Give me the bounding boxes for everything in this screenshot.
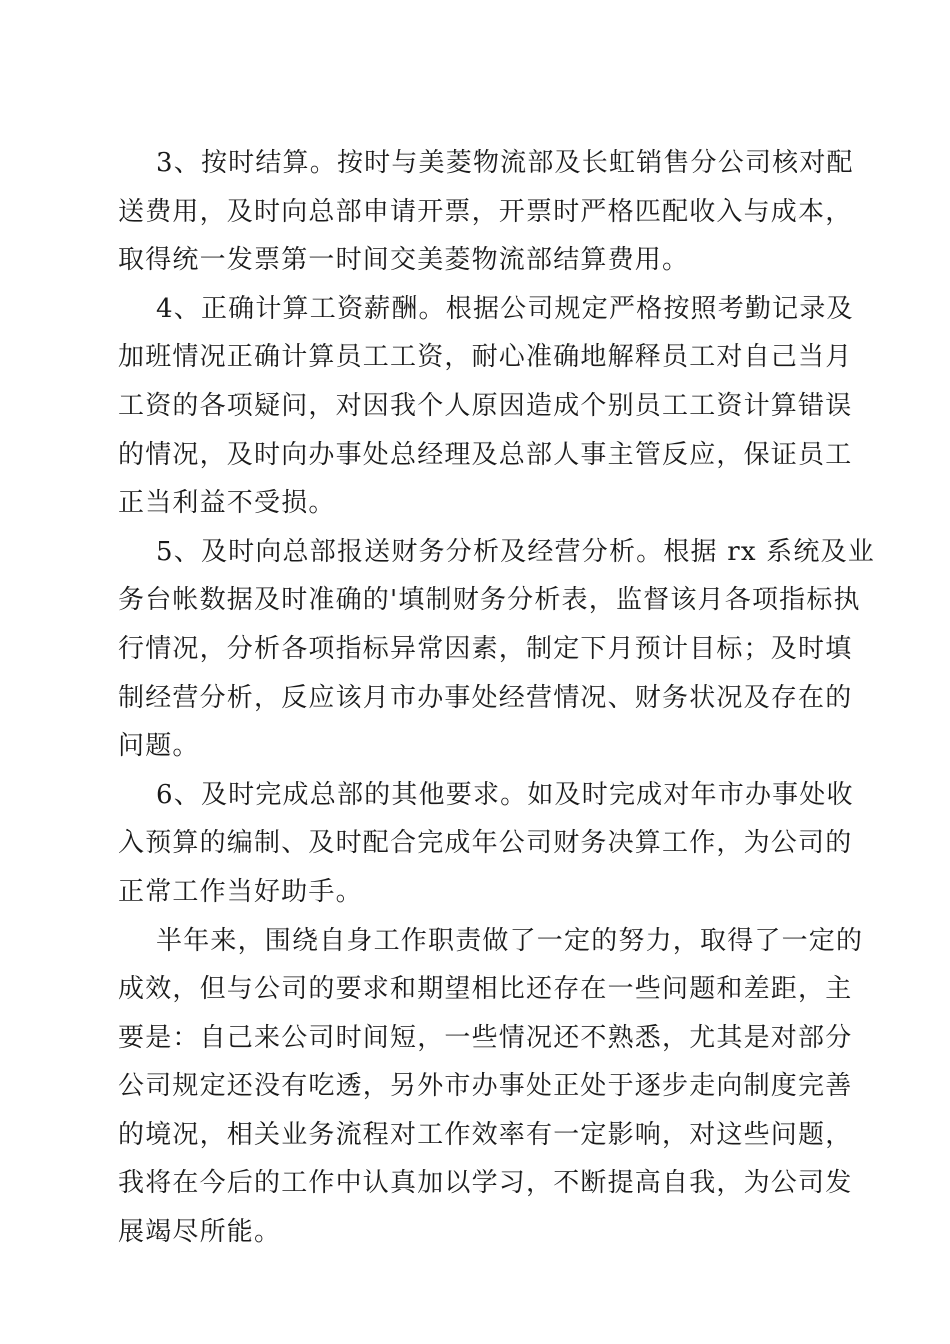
paragraph-line: 6、及时完成总部的其他要求。如及时完成对年市办事处收 xyxy=(156,779,854,810)
document-body xyxy=(118,139,875,1257)
paragraph-line: 公司规定还没有吃透，另外市办事处正处于逐步走向制度完善 xyxy=(118,1071,853,1102)
paragraph-line: 5、及时向总部报送财务分析及经营分析。根据 rx 系统及业 xyxy=(156,536,875,567)
paragraph-line: 展竭尽所能。 xyxy=(118,1217,282,1248)
paragraph-line: 我将在今后的工作中认真加以学习，不断提高自我，为公司发 xyxy=(118,1168,853,1199)
paragraph-line: 取得统一发票第一时间交美菱物流部结算费用。 xyxy=(118,245,690,276)
paragraph-line: 3、按时结算。按时与美菱物流部及长虹销售分公司核对配 xyxy=(156,148,854,178)
paragraph-line: 制经营分析，反应该月市办事处经营情况、财务状况及存在的 xyxy=(118,682,853,713)
paragraph-line: 成效，但与公司的要求和期望相比还存在一些问题和差距，主 xyxy=(118,974,853,1005)
paragraph-other-requirements xyxy=(118,771,854,917)
paragraph-summary xyxy=(118,917,864,1257)
paragraph-payroll xyxy=(118,285,854,528)
paragraph-line: 正当利益不受损。 xyxy=(118,488,336,519)
paragraph-line: 4、正确计算工资薪酬。根据公司规定严格按照考勤记录及 xyxy=(156,293,854,324)
paragraph-line: 送费用，及时向总部申请开票，开票时严格匹配收入与成本， xyxy=(118,196,853,227)
paragraph-line: 务台帐数据及时准确的'填制财务分析表，监督该月各项指标执 xyxy=(118,585,861,616)
paragraph-line: 的情况，及时向办事处总经理及总部人事主管反应，保证员工 xyxy=(118,439,853,470)
paragraph-line: 加班情况正确计算员工工资，耐心准确地解释员工对自己当月 xyxy=(118,342,853,373)
paragraph-line: 入预算的编制、及时配合完成年公司财务决算工作，为公司的 xyxy=(118,828,853,859)
paragraph-line: 工资的各项疑问，对因我个人原因造成个别员工工资计算错误 xyxy=(118,390,853,421)
paragraph-settlement xyxy=(118,139,854,285)
paragraph-financial-analysis xyxy=(118,528,875,771)
paragraph-line: 要是：自己来公司时间短，一些情况还不熟悉，尤其是对部分 xyxy=(118,1022,853,1053)
paragraph-line: 半年来，围绕自身工作职责做了一定的努力，取得了一定的 xyxy=(156,925,864,956)
paragraph-line: 的境况，相关业务流程对工作效率有一定影响，对这些问题， xyxy=(118,1119,853,1150)
paragraph-line: 行情况，分析各项指标异常因素，制定下月预计目标；及时填 xyxy=(118,633,853,664)
paragraph-line: 正常工作当好助手。 xyxy=(118,876,363,907)
paragraph-line: 问题。 xyxy=(118,731,200,762)
